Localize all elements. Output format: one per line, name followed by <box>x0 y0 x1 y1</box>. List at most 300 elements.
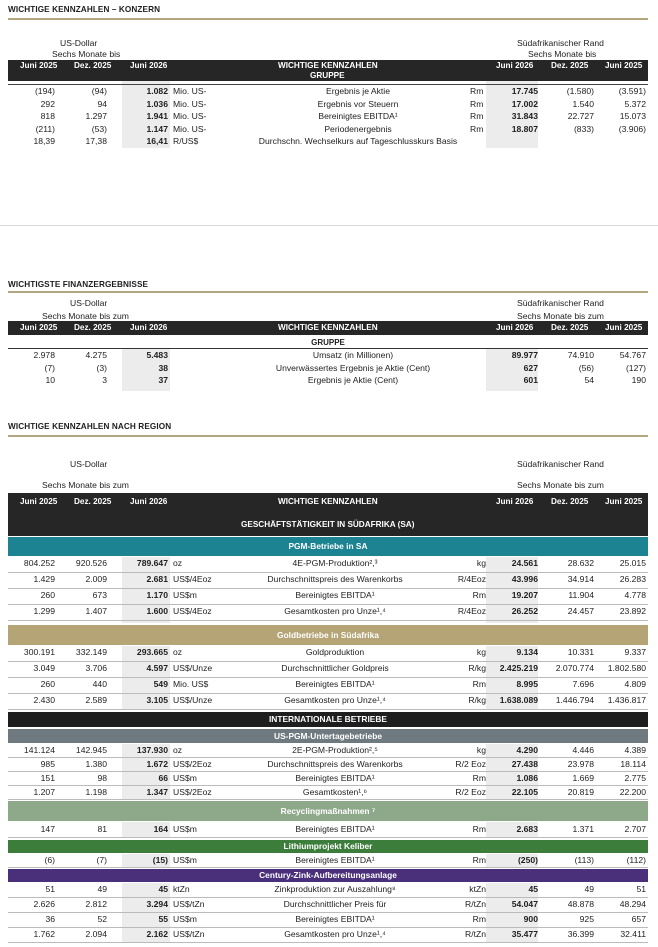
metric-label: Bereinigtes EBITDA¹ <box>295 824 375 834</box>
zar-unit: R/kg <box>468 695 486 705</box>
usd-jun2025-value: 292 <box>40 98 55 109</box>
row-divider <box>8 677 648 678</box>
usd-jun2026-value: 3.105 <box>146 695 168 705</box>
usd-dec2025-value: 920.526 <box>75 558 107 568</box>
zar-unit: R/2 Eoz <box>455 759 486 769</box>
zar-dec2025-value: 23.978 <box>567 759 594 769</box>
col-header: Juni 2025 <box>20 497 58 506</box>
zar-dec2025-value: 24.457 <box>567 606 594 616</box>
metric-label: Durchschnittlicher Preis für <box>283 899 387 909</box>
zar-unit: Rm <box>472 773 486 783</box>
zar-jun2026-value: 89.977 <box>511 350 538 360</box>
zar-jun2026-value: 31.843 <box>511 111 538 121</box>
table-row <box>8 363 648 376</box>
zar-dec2025-value: 7.696 <box>572 679 594 689</box>
zar-jun2026-value: 8.995 <box>516 679 538 689</box>
metric-label: Ergebnis je Aktie <box>325 86 390 96</box>
zar-jun2025-value: 4.778 <box>624 590 646 600</box>
usd-dec2025-value: 1.198 <box>85 787 107 797</box>
zar-dec2025-value: 1.371 <box>572 824 594 834</box>
usd-jun2025-value: 141.124 <box>23 745 55 755</box>
usd-jun2025-value: 10 <box>45 375 55 385</box>
usd-jun2025-value: 260 <box>40 679 55 689</box>
usd-unit: US$/Unze <box>173 663 213 673</box>
row-divider <box>8 709 648 710</box>
zar-jun2026-value: 54.047 <box>511 899 538 909</box>
band-gold-sa: Goldbetriebe in Südafrika <box>8 625 648 645</box>
zar-jun2025-value: (127) <box>625 362 646 373</box>
usd-jun2025-value: 1.207 <box>33 787 55 797</box>
usd-dec2025-value: 94 <box>97 98 107 109</box>
usd-jun2026-value: 1.347 <box>146 787 168 797</box>
zar-unit: R/2 Eoz <box>455 787 486 797</box>
metric-label: Durchschn. Wechselkurs auf Tageschlusskurs Basis <box>258 136 458 146</box>
metric-label: Bereinigtes EBITDA¹ <box>318 111 398 121</box>
usd-dec2025-value: 3.706 <box>85 663 107 673</box>
usd-jun2026-value: 137.930 <box>136 745 168 755</box>
usd-unit: ktZn <box>173 884 190 894</box>
zar-unit: Rm <box>472 914 486 924</box>
usd-jun2025-value: 1.429 <box>33 574 55 584</box>
row-divider <box>8 942 648 943</box>
metric-label: Gesamtkosten¹,⁶ <box>302 787 368 797</box>
table-header <box>8 321 648 335</box>
usd-dec2025-value: 2.812 <box>85 899 107 909</box>
usd-jun2026-value: 1.672 <box>146 759 168 769</box>
zar-dec2025-value: 10.331 <box>567 647 594 657</box>
zar-jun2025-value: 54.767 <box>619 350 646 360</box>
table-row <box>8 86 648 99</box>
period-label: Sechs Monate bis zum <box>42 311 129 321</box>
zar-jun2026-value: 17.745 <box>511 86 538 96</box>
zar-jun2025-value: 25.015 <box>619 558 646 568</box>
zar-unit: R/tZn <box>464 899 486 909</box>
col-header: Dez. 2025 <box>74 497 112 506</box>
zar-jun2026-value: 9.134 <box>516 647 538 657</box>
col-header: Dez. 2025 <box>551 323 589 332</box>
table-row <box>8 647 648 660</box>
metric-label: Durchschnittlicher Goldpreis <box>281 663 389 673</box>
zar-unit: R/4Eoz <box>457 606 486 616</box>
zar-jun2025-value: 51 <box>636 884 646 894</box>
zar-dec2025-value: 11.904 <box>568 590 594 600</box>
table-row <box>8 679 648 692</box>
metric-label: Bereinigtes EBITDA¹ <box>295 855 375 865</box>
table-row <box>8 590 648 603</box>
table-row <box>8 124 648 137</box>
currency-usd-label: US-Dollar <box>70 298 108 308</box>
currency-zar-label: Südafrikanischer Rand <box>517 459 604 469</box>
row-divider <box>8 927 648 928</box>
divider <box>8 18 648 20</box>
row-divider <box>8 912 648 913</box>
currency-usd-label: US-Dollar <box>60 38 98 48</box>
zar-unit: R/tZn <box>464 929 486 939</box>
divider <box>8 291 648 293</box>
usd-jun2025-value: 18,39 <box>33 136 55 146</box>
metric-label: Bereinigtes EBITDA¹ <box>295 914 375 924</box>
metric-label: 4E-PGM-Produktion²,³ <box>292 558 378 568</box>
period-label: Sechs Monate bis zum <box>517 480 604 490</box>
usd-dec2025-value: 440 <box>92 679 107 689</box>
zar-jun2026-value: 627 <box>523 362 538 373</box>
band-recycling: Recyclingmaßnahmen ⁷ <box>8 801 648 821</box>
col-header: Juni 2025 <box>605 61 643 70</box>
usd-unit: US$m <box>173 590 197 600</box>
usd-unit: oz <box>173 745 183 755</box>
usd-dec2025-value: 52 <box>97 914 107 924</box>
table-row <box>8 350 648 363</box>
usd-unit: Mio. US- <box>173 98 207 109</box>
row-divider <box>8 588 648 589</box>
metric-label: Gesamtkosten pro Unze¹,⁴ <box>284 695 386 705</box>
zar-unit: kg <box>476 745 486 755</box>
zar-jun2026-value: 17.002 <box>511 98 538 109</box>
zar-dec2025-value: 48.878 <box>567 899 594 909</box>
row-divider <box>8 693 648 694</box>
col-header: Juni 2025 <box>605 497 643 506</box>
col-header: Juni 2026 <box>130 323 168 332</box>
row-divider <box>8 572 648 573</box>
usd-dec2025-value: 1.297 <box>85 111 107 121</box>
metric-label: Ergebnis vor Steuern <box>317 98 399 109</box>
table-row <box>8 824 648 837</box>
usd-jun2026-value: 164 <box>153 824 168 834</box>
usd-unit: US$/4Eoz <box>173 606 212 616</box>
zar-dec2025-value: 49 <box>584 884 594 894</box>
zar-unit: kg <box>476 647 486 657</box>
col-header: Juni 2026 <box>130 497 168 506</box>
zar-jun2025-value: 15.073 <box>619 111 646 121</box>
zar-jun2026-value: 27.438 <box>511 759 538 769</box>
usd-jun2025-value: 147 <box>40 824 55 834</box>
usd-jun2026-value: 3.294 <box>146 899 168 909</box>
usd-unit: US$/4Eoz <box>173 574 212 584</box>
usd-dec2025-value: 98 <box>97 773 107 783</box>
table-row <box>8 695 648 708</box>
usd-jun2026-value: 789.647 <box>136 558 168 568</box>
usd-jun2026-value: 293.665 <box>136 647 168 657</box>
table-header <box>8 493 648 536</box>
metric-label: Durchschnittspreis des Warenkorbs <box>267 759 403 769</box>
usd-jun2026-value: 37 <box>158 375 168 385</box>
table-row <box>8 663 648 676</box>
zar-jun2025-value: 657 <box>631 914 646 924</box>
zar-jun2025-value: 9.337 <box>624 647 646 657</box>
zar-jun2025-value: 4.389 <box>624 745 646 755</box>
table-row <box>8 99 648 112</box>
metric-label: Gesamtkosten pro Unze¹,⁴ <box>284 929 386 939</box>
sa-operations-label: GESCHÄFTSTÄTIGKEIT IN SÜDAFRIKA (SA) <box>241 520 415 529</box>
table-row <box>8 914 648 927</box>
usd-dec2025-value: 142.945 <box>75 745 107 755</box>
zar-unit: Rm <box>470 86 484 96</box>
zar-unit: ktZn <box>469 884 486 894</box>
zar-dec2025-value: 36.399 <box>567 929 594 939</box>
metric-label: 2E-PGM-Produktion²,⁵ <box>292 745 378 755</box>
usd-dec2025-value: 4.275 <box>85 350 107 360</box>
usd-jun2025-value: 818 <box>40 111 55 121</box>
row-divider <box>8 771 648 772</box>
zar-unit: Rm <box>472 855 486 865</box>
col-header: WICHTIGE KENNZAHLEN <box>278 323 378 332</box>
col-header: Juni 2026 <box>130 61 168 70</box>
usd-dec2025-value: 2.094 <box>85 929 107 939</box>
usd-dec2025-value: (94) <box>91 86 107 96</box>
table-row <box>8 111 648 124</box>
col-header: Dez. 2025 <box>74 61 112 70</box>
usd-dec2025-value: 3 <box>102 375 107 385</box>
band-us-pgm: US-PGM-Untertagebetriebe <box>8 729 648 743</box>
metric-label: Gesamtkosten pro Unze¹,⁴ <box>284 606 386 616</box>
zar-jun2025-value: (3.906) <box>618 123 646 134</box>
zar-jun2026-value: 22.105 <box>511 787 538 797</box>
usd-dec2025-value: (53) <box>91 123 107 134</box>
zar-dec2025-value: 1.540 <box>572 98 594 109</box>
metric-label: Bereinigtes EBITDA¹ <box>295 773 375 783</box>
row-divider <box>8 757 648 758</box>
zar-dec2025-value: 2.070.774 <box>555 663 594 673</box>
zar-unit: Rm <box>470 98 484 109</box>
section-title-region: WICHTIGE KENNZAHLEN NACH REGION <box>8 422 172 431</box>
metric-label: Goldproduktion <box>305 647 365 657</box>
metric-label: Umsatz (in Millionen) <box>312 350 394 360</box>
divider <box>8 435 648 437</box>
usd-dec2025-value: 81 <box>97 824 107 834</box>
currency-usd-label: US-Dollar <box>70 459 108 469</box>
zar-jun2026-value: (250) <box>517 855 538 865</box>
usd-unit: US$m <box>173 914 197 924</box>
usd-dec2025-value: 1.380 <box>85 759 107 769</box>
row-divider <box>8 867 648 868</box>
zar-dec2025-value: (833) <box>573 123 594 134</box>
row-divider <box>8 897 648 898</box>
col-header: Juni 2026 <box>496 497 534 506</box>
usd-jun2026-value: (15) <box>152 855 168 865</box>
zar-dec2025-value: 54 <box>584 375 594 385</box>
zar-jun2025-value: 1.436.817 <box>607 695 646 705</box>
zar-dec2025-value: 34.914 <box>567 574 594 584</box>
zar-jun2025-value: (112) <box>626 855 646 865</box>
period-label: Sechs Monate bis <box>52 49 121 59</box>
row-divider <box>8 604 648 605</box>
usd-jun2025-value: 2.626 <box>33 899 55 909</box>
usd-unit: US$/2Eoz <box>173 759 212 769</box>
usd-jun2026-value: 55 <box>158 914 168 924</box>
zar-unit: Rm <box>472 824 486 834</box>
usd-jun2026-value: 1.036 <box>146 98 168 109</box>
currency-zar-label: Südafrikanischer Rand <box>517 298 604 308</box>
usd-jun2026-value: 4.597 <box>146 663 168 673</box>
table-row <box>8 884 648 897</box>
metric-label: Durchschnittspreis des Warenkorbs <box>267 574 403 584</box>
group-label: GRUPPE <box>310 71 345 80</box>
period-label: Sechs Monate bis <box>528 49 597 59</box>
zar-dec2025-value: (56) <box>578 362 594 373</box>
usd-jun2026-value: 1.170 <box>146 590 168 600</box>
usd-unit: US$/tZn <box>173 929 205 939</box>
zar-jun2025-value: 2.707 <box>624 824 646 834</box>
usd-jun2025-value: 151 <box>40 773 55 783</box>
zar-jun2026-value: 24.561 <box>511 558 538 568</box>
zar-jun2026-value: 900 <box>523 914 538 924</box>
usd-dec2025-value: 2.589 <box>85 695 107 705</box>
col-header: Dez. 2025 <box>551 497 589 506</box>
metric-label: Bereinigtes EBITDA¹ <box>295 590 375 600</box>
usd-unit: Mio. US- <box>173 86 207 96</box>
zar-jun2026-value: 35.477 <box>511 929 538 939</box>
usd-unit: R/US$ <box>173 136 199 146</box>
zar-jun2026-value: 2.683 <box>516 824 538 834</box>
zar-jun2025-value: 26.283 <box>619 574 646 584</box>
table-row <box>8 574 648 587</box>
col-header: Dez. 2025 <box>551 61 589 70</box>
usd-dec2025-value: 2.009 <box>85 574 107 584</box>
row-divider <box>8 799 648 800</box>
usd-jun2026-value: 2.681 <box>146 574 168 584</box>
usd-jun2025-value: 1.762 <box>33 929 55 939</box>
usd-jun2025-value: 1.299 <box>33 606 55 616</box>
zar-dec2025-value: 28.632 <box>567 558 594 568</box>
currency-zar-label: Südafrikanischer Rand <box>517 38 604 48</box>
usd-jun2026-value: 38 <box>158 362 168 373</box>
usd-dec2025-value: (3) <box>96 362 107 373</box>
table-row <box>8 375 648 388</box>
zar-jun2025-value: 23.892 <box>619 606 646 616</box>
usd-jun2025-value: (6) <box>44 855 55 865</box>
zar-unit: R/kg <box>468 663 486 673</box>
zar-dec2025-value: 22.727 <box>567 111 594 121</box>
zar-jun2026-value: 19.207 <box>511 590 538 600</box>
zar-jun2026-value: 601 <box>523 375 538 385</box>
zar-dec2025-value: 925 <box>579 914 594 924</box>
table-header <box>8 60 648 81</box>
zar-dec2025-value: 1.669 <box>572 773 594 783</box>
table-row <box>8 929 648 942</box>
usd-jun2025-value: (211) <box>35 123 55 134</box>
zar-jun2025-value: 18.114 <box>620 759 646 769</box>
col-header: Juni 2025 <box>20 323 58 332</box>
col-header: Juni 2026 <box>496 61 534 70</box>
usd-jun2025-value: 985 <box>40 759 55 769</box>
usd-unit: US$m <box>173 824 197 834</box>
usd-jun2026-value: 549 <box>153 679 168 689</box>
zar-jun2026-value: 4.290 <box>516 745 538 755</box>
usd-unit: oz <box>173 647 183 657</box>
usd-jun2026-value: 66 <box>158 773 168 783</box>
usd-unit: oz <box>173 558 183 568</box>
usd-jun2025-value: 2.978 <box>33 350 55 360</box>
usd-jun2026-value: 2.162 <box>146 929 168 939</box>
zar-dec2025-value: (113) <box>574 855 594 865</box>
usd-dec2025-value: 332.149 <box>75 647 107 657</box>
usd-jun2025-value: 260 <box>40 590 55 600</box>
zar-dec2025-value: (1.580) <box>566 86 594 96</box>
usd-jun2025-value: 2.430 <box>33 695 55 705</box>
row-divider <box>8 661 648 662</box>
zar-dec2025-value: 74.910 <box>567 350 594 360</box>
table-row <box>8 899 648 912</box>
zar-dec2025-value: 20.819 <box>567 787 594 797</box>
usd-jun2026-value: 5.483 <box>146 350 168 360</box>
usd-jun2025-value: (194) <box>34 86 55 96</box>
band-century-zinc: Century-Zink-Aufbereitungsanlage <box>8 869 648 882</box>
row-divider <box>8 620 648 621</box>
zar-jun2025-value: 22.200 <box>619 787 646 797</box>
metric-label: Bereinigtes EBITDA¹ <box>295 679 375 689</box>
zar-jun2026-value: 1.086 <box>516 773 538 783</box>
zar-unit: Rm <box>470 111 484 121</box>
usd-jun2025-value: 300.191 <box>23 647 55 657</box>
usd-jun2025-value: 804.252 <box>23 558 55 568</box>
usd-dec2025-value: 673 <box>92 590 107 600</box>
zar-unit: Rm <box>470 123 484 134</box>
usd-jun2025-value: 36 <box>45 914 55 924</box>
col-header: Juni 2026 <box>496 323 534 332</box>
usd-unit: Mio. US- <box>173 111 207 121</box>
row-divider <box>8 837 648 838</box>
band-international: INTERNATIONALE BETRIEBE <box>8 712 648 727</box>
zar-jun2025-value: 32.411 <box>620 929 646 939</box>
section-title-finanzergebnisse: WICHTIGSTE FINANZERGEBNISSE <box>8 280 149 289</box>
usd-unit: US$m <box>173 773 197 783</box>
metric-label: Unverwässertes Ergebnis je Aktie (Cent) <box>275 362 431 373</box>
zar-jun2025-value: (3.591) <box>618 86 646 96</box>
usd-unit: Mio. US- <box>173 123 207 134</box>
zar-jun2026-value: 18.807 <box>511 123 538 134</box>
usd-dec2025-value: (7) <box>96 855 107 865</box>
section-title-konzern: WICHTIGE KENNZAHLEN – KONZERN <box>8 5 161 14</box>
usd-jun2026-value: 1.147 <box>146 123 168 134</box>
zar-jun2025-value: 2.775 <box>624 773 646 783</box>
zar-unit: kg <box>476 558 486 568</box>
zar-unit: Rm <box>472 590 486 600</box>
usd-jun2026-value: 16,41 <box>146 136 168 146</box>
usd-dec2025-value: 17,38 <box>85 136 107 146</box>
group-label: GRUPPE <box>8 337 648 349</box>
col-header: Juni 2025 <box>605 323 643 332</box>
row-divider <box>8 785 648 786</box>
zar-unit: R/4Eoz <box>457 574 486 584</box>
zar-jun2025-value: 48.294 <box>619 899 646 909</box>
usd-jun2025-value: (7) <box>44 362 55 373</box>
zar-jun2025-value: 190 <box>631 375 646 385</box>
usd-jun2026-value: 1.082 <box>146 86 168 96</box>
period-label: Sechs Monate bis zum <box>517 311 604 321</box>
band-lithium: Lithiumprojekt Keliber <box>8 840 648 853</box>
usd-jun2025-value: 3.049 <box>33 663 55 673</box>
col-header: Dez. 2025 <box>74 323 112 332</box>
usd-dec2025-value: 1.407 <box>85 606 107 616</box>
zar-jun2025-value: 1.802.580 <box>607 663 646 673</box>
usd-jun2026-value: 1.600 <box>146 606 168 616</box>
zar-jun2026-value: 1.638.089 <box>499 695 538 705</box>
period-label: Sechs Monate bis zum <box>42 480 129 490</box>
zar-dec2025-value: 1.446.794 <box>555 695 594 705</box>
divider <box>0 225 658 226</box>
col-header: WICHTIGE KENNZAHLEN <box>278 497 378 506</box>
zar-jun2025-value: 4.809 <box>624 679 646 689</box>
usd-jun2026-value: 45 <box>158 884 168 894</box>
zar-jun2026-value: 45 <box>528 884 538 894</box>
usd-jun2025-value: 51 <box>45 884 55 894</box>
usd-unit: Mio. US$ <box>173 679 209 689</box>
zar-dec2025-value: 4.446 <box>572 745 594 755</box>
usd-unit: US$/tZn <box>173 899 205 909</box>
divider <box>8 84 648 85</box>
zar-jun2026-value: 2.425.219 <box>499 663 538 673</box>
zar-jun2025-value: 5.372 <box>624 98 646 109</box>
